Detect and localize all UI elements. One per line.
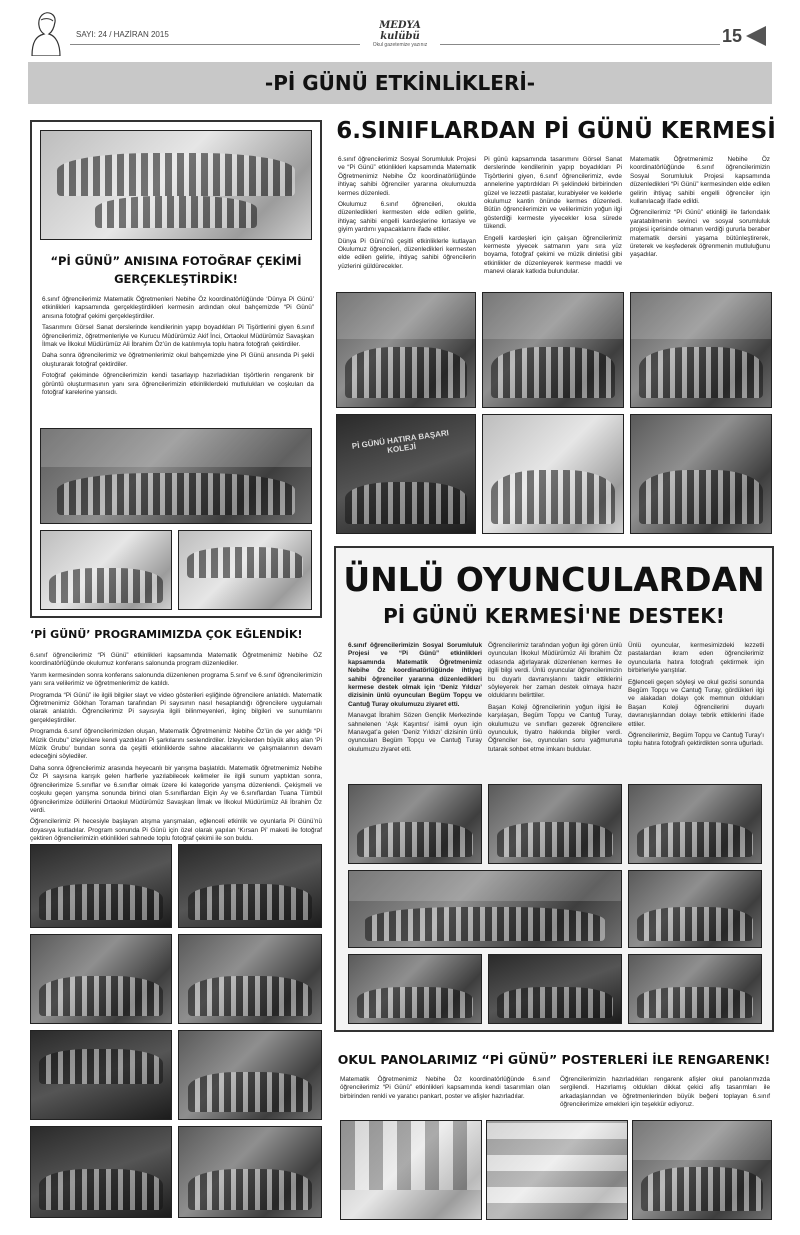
kermes-photo-6 xyxy=(630,414,772,534)
kermes-c2p1: Pi günü kapsamında tasarımını Görsel Sanat derslerinde kendilerinin yapıp boyadıkları Pi Tişörtlerini giyen, 6.sınıf öğrencilerimiz, evde annelerine yaptırdıkları Pi şeklindeki birbirinden güzel ve lezzetli pastalar, kurabiyeler ve keklerle okulumuz kantin önünde kermes düzenledi. Bütün öğrencilerimizin ve velilerimizin yoğun ilgi gösterdiği kermeste yiyecekler kısa sürede tükendi. xyxy=(484,156,622,231)
group-photo-main xyxy=(40,428,312,524)
media-club-logo xyxy=(358,20,442,50)
header-rule-left xyxy=(70,44,360,45)
program-title: ‘Pİ GÜNÜ’ PROGRAMIMIZDA ÇOK EĞLENDİK! xyxy=(30,628,303,641)
kermes-banner-text: Pİ GÜNÜ HATIRA BAŞARI KOLEJİ xyxy=(351,428,450,455)
program-p3: Programda “Pi Günü” ile ilgili bilgiler slayt ve video gösterileri eşliğinde öğrencilere anlatıldı. Matematik Öğretmenimiz Gökhan Toraman tarafından Pi sayısının nasıl hesaplandığı öğrencilere uygulamalı olarak anlatıldı. Öğrencilerimiz Pi sayısıyla ilgili bilinmeyenleri, ilginç bilgileri ve sunumlarını gerçekleştirdiler. xyxy=(30,691,322,724)
photo-shoot-body xyxy=(42,296,314,400)
kermes-photo-2 xyxy=(482,292,624,408)
actors-col-1 xyxy=(348,642,482,757)
pi-formation-photo xyxy=(40,130,312,240)
photo-shoot-p1: 6.sınıf öğrencilerimiz Matematik Öğretmenleri Nebihe Öz koordinatörlüğünde ‘Dünya Pi Günü’ etkinlikleri kapsamında gerçekleştirdikleri kermesin ardından okul bahçemizde “Pi Günü” anısına fotoğraf çekimi gerçekleştirdiler. xyxy=(42,296,314,320)
program-photo-4 xyxy=(178,934,322,1024)
kermes-title: 6.SINIFLARDAN Pİ GÜNÜ KERMESİ xyxy=(336,118,776,144)
kermes-c1p3: Dünya Pi Günü’nü çeşitli etkinliklerle kutlayan Okulumuz öğrencileri, düzenledikleri kermesten elde edilen gelirle, ihtiyaç sahibi öğrencilerin yüzlerini güldürecekler. xyxy=(338,237,476,270)
photo-shoot-article xyxy=(30,120,322,618)
program-photo-5 xyxy=(30,1030,172,1120)
program-photo-7 xyxy=(30,1126,172,1218)
kermes-col-3 xyxy=(630,156,770,263)
page-header xyxy=(0,0,800,60)
actors-photo-3 xyxy=(628,784,762,864)
kermes-c1p2: Okulumuz 6.sınıf öğrencileri, okulda düzenledikleri kermesten elde edilen gelirle, ihtiyaç sahibi engelli kardeşlerine kırtasiye ve giyim yardımı yapacaklarını ifade ettiler. xyxy=(338,201,476,234)
actors-photo-4 xyxy=(348,870,622,948)
poster-photo-1 xyxy=(340,1120,482,1220)
issue-label: SAYI: 24 / HAZİRAN 2015 xyxy=(76,30,169,39)
actors-photo-5 xyxy=(628,870,762,948)
kermes-c3p1: Matematik Öğretmenimiz Nebihe Öz koordinatörlüğünde 6.sınıf öğrencilerimizin Sosyal Sorumluluk Projesi kapsamında düzenledikleri “Pi Günü” kermesinden elde edilen gelirin ihtiyaç sahibi engelli öğrenciler için kullanılacağı ifade edildi. xyxy=(630,156,770,206)
program-photo-8 xyxy=(178,1126,322,1218)
actors-c2p1: Öğrencilerimiz tarafından yoğun ilgi gören ünlü oyuncuları İlkokul Müdürümüz Ali İbrahim Öz odasında ağırlayarak düzenlenen kermes ile ilgili bilgi verdi. Ünlü oyuncular öğrencilerimizin bu duyarlı davranışlarını takdir ettiklerini söyleyerek her zaman destek olmaya hazır olduklarını belirttiler. xyxy=(488,642,622,700)
header-rule-right xyxy=(440,44,720,45)
actors-photo-2 xyxy=(488,784,622,864)
poster-photo-2 xyxy=(486,1120,628,1220)
kermes-c3p2: Öğrencilerimiz “Pi Günü” etkinliği ile farkındalık yaratabilmenin sevinci ve sosyal sorumluluk projesi içerisinde olmanın verdiği gururla beraber matematik dersini yaşama bütünleştirerek, üreterek ve keşfederek öğrenmenin mutluluğunu yaşadılar. xyxy=(630,209,770,259)
kermes-photo-banner xyxy=(336,414,476,534)
actors-title-2: Pİ GÜNÜ KERMESİ'NE DESTEK! xyxy=(383,604,725,628)
actors-c3p3: Öğrencilerimiz, Begüm Topçu ve Cantuğ Turay’ı toplu hatıra fotoğrafı çektirdikten sonra uğurladı. xyxy=(628,732,764,748)
kermes-col-2 xyxy=(484,156,622,280)
actors-c1p1: 6.sınıf öğrencilerimizin Sosyal Sorumluluk Projesi ve “Pi Günü” etkinlikleri kapsamında Matematik Öğretmenimiz Nebihe Öz koordinatörlüğünde ihtiyaç sahibi öğrenciler yararına düzenledikleri kermese destek olmak için ‘Deniz Yıldızı’ dizisinin ünlü oyuncuları Begüm Topçu ve Cantuğ Turay okulumuzu ziyaret etti. xyxy=(348,642,482,708)
program-photo-6 xyxy=(178,1030,322,1120)
actors-c3p1: Ünlü oyuncular, kermesimizdeki lezzetli pastalardan ikram eden öğrencilerimiz oyuncularla hatıra fotoğrafı çektirmek için birbirleriyle yarıştılar. xyxy=(628,642,764,675)
photo-shoot-p3: Daha sonra öğrencilerimiz ve öğretmenlerimiz okul bahçemizde yine Pi Günü anısında Pi şekli oluşturarak fotoğraf çektirdiler. xyxy=(42,352,314,368)
posters-c1p1: Matematik Öğretmenimiz Nebihe Öz koordinatörlüğünde 6.sınıf öğrencilerimiz “Pi Günü” etkinlikleri kapsamında kendi tasarımları olan birbirinden renkli ve yaratıcı pankart, poster ve afişler hazırladılar. xyxy=(340,1076,550,1100)
group-photo-right xyxy=(178,530,312,610)
group-photo-left xyxy=(40,530,172,610)
actors-c3p2: Eğlenceli geçen söyleşi ve okul gezisi sonunda Begüm Topçu ve Cantuğ Turay, gördükleri ilgi ve alakadan dolayı çok memnun oldukları Başarı Koleji öğrencilerini duyarlı davranışlarından dolayı tebrik ettiklerini ifade ettiler. xyxy=(628,678,764,728)
kermes-c1p1: 6.sınıf öğrencilerimiz Sosyal Sorumluluk Projesi ve “Pi Günü” etkinlikleri kapsamında Matematik Öğretmenimiz Nebihe Öz koordinatörlüğünde ihtiyaç sahibi öğrenciler yararına okulumuzda kermes düzenledi. xyxy=(338,156,476,197)
actors-title-1: ÜNLÜ OYUNCULARDAN xyxy=(343,560,765,599)
section-banner-title: -Pİ GÜNÜ ETKİNLİKLERİ- xyxy=(264,71,536,95)
photo-shoot-p2: Tasarımını Görsel Sanat derslerinde kendilerinin yapıp boyadıkları Pi Tişörtlerini giyen 6.sınıf öğrencilerimiz, öğretmenleriyle ve Kurucu Müdürümüz Akif İnci, Ortaokul Müdürümüz Savaşkan İlmak ve İlkokul Müdürümüz Ali İbrahim Öz’ün de katılımıyla toplu hatıra fotoğrafı çektirdiler. xyxy=(42,324,314,349)
actors-photo-7 xyxy=(488,954,622,1024)
actors-photo-1 xyxy=(348,784,482,864)
program-photo-1 xyxy=(30,844,172,928)
program-photo-3 xyxy=(30,934,172,1024)
program-p4: Programda 6.sınıf öğrencilerimizden oluşan, Matematik Öğretmenimiz Nebihe Öz’ün de yer aldığı “Pi Müzik Grubu” izleyicilere kendi yazdıkları Pi şarkılarını seslendirdiler. İzleyicilerden büyük alkış alan ‘Pi Müzik Grubu’ bundan sonra da çeşitli etkinliklerde sahne alacaklarını ve çalışmalarının devam edeceğini söylediler. xyxy=(30,728,322,761)
program-p1: 6.sınıf öğrencilerimiz “Pi Günü” etkinlikleri kapsamında Matematik Öğretmenimiz Nebihe ÖZ koordinatörlüğünde okulumuz konferans salonunda program düzenlediler. xyxy=(30,652,322,668)
kermes-photo-1 xyxy=(336,292,476,408)
poster-photo-3 xyxy=(632,1120,772,1220)
photo-shoot-title-2: GERÇEKLEŞTİRDİK! xyxy=(114,272,238,286)
posters-col-1 xyxy=(340,1076,550,1104)
kermes-col-1 xyxy=(338,156,476,274)
kermes-photo-3 xyxy=(630,292,772,408)
page-number: 15 xyxy=(722,26,743,46)
actors-photo-6 xyxy=(348,954,482,1024)
logo-tagline: Okul gazetemize yazınız xyxy=(372,42,428,48)
section-banner xyxy=(28,62,772,104)
kermes-c2p2: Engelli kardeşleri için çalışan öğrencilerimiz kermeste yiyecek satmanın yanı sıra yüz boyama, fotoğraf çekimi ve müzik dinletisi gibi etkinlikler de düzenleyerek kermese maddi ve manevi olarak katkıda bulundular. xyxy=(484,234,622,276)
actors-c1p2: Manavgat İbrahim Sözen Gençlik Merkezinde sahnelenen ‘Aşk Kaşıntısı’ isimli oyun için Manavgat’a gelen ‘Deniz Yıldızı’ dizisinin ünlü oyuncuları Begüm Topçu ve Cantuğ Turay okulumuzu ziyaret etti. xyxy=(348,712,482,753)
actors-col-2 xyxy=(488,642,622,757)
actors-c2p2: Başarı Koleji öğrencilerinin yoğun ilgisi ile karşılaşan, Begüm Topçu ve Cantuğ Turay, okulumuzu ve sınıfları gezerek öğrencilere oyunculuk, tiyatro hakkında bilgiler verdi. Öğrenciler ise, oyuncuları soru yağmuruna tutarak sohbet etme imkanı buldular. xyxy=(488,703,622,753)
actors-photo-8 xyxy=(628,954,762,1024)
posters-c2p1: Öğrencilerimizin hazırladıkları rengarenk afişler okul panolarımızda sergilendi. Hazırlamış oldukları dikkat çekici afiş tasarımları ile arkadaşlarından ve öğretmenlerinden büyük beğeni toplayan 6.sınıf öğrencilerimize emekleri için teşekkür ediyoruz. xyxy=(560,1076,770,1109)
program-p5: Daha sonra öğrencilerimiz arasında heyecanlı bir yarışma başlatıldı. Matematik öğretmenimiz Nebihe Öz Pi sayısına karışık gelen harflerle yazılabilecek kelimeler ile ilgili sunum yaptıktan sonra, öğrencilerimize 5.sınıflar ve 6.sınıflar olmak üzere iki kategoride yarışma düzenlendi. Çekişmeli ve coşkulu geçen yarışma sonunda birinci olan 5.sınıflardan Elçin Ay ve 6.sınıflardan Tuana Tümbül öğrencilerimize ödüllerini Ortaokul Müdürümüz Savaşkan İlmak ve İlkokul Müdürümüz Ali İbrahim Öz verdi. xyxy=(30,764,322,814)
actors-article xyxy=(334,546,774,1032)
program-p2: Yarım kermesinden sonra konferans salonunda düzenlenen programa 5.sınıf ve 6.sınıf öğrencilerimizin yanı sıra velilerimiz ve öğretmenlerimiz de katıldı. xyxy=(30,671,322,688)
program-body xyxy=(30,652,322,847)
actors-col-3 xyxy=(628,642,764,752)
program-p6: Öğrencilerimiz Pi hecesiyle başlayan atışma yarışmaları, eğlenceli etkinlik ve oyunlarla Pi Günü’nü doyasıya kutladılar. Program sonunda Pi Günü için özel olarak yapılan ‘Kırsan Pi’ maketi ile fotoğraf çektiren öğrencilerimizin etkinlikleri sahnede toplu fotoğraf çekimi ile son buldu. xyxy=(30,818,322,843)
photo-shoot-title-1: “Pİ GÜNÜ” ANISINA FOTOĞRAF ÇEKİMİ xyxy=(50,254,302,268)
posters-title: OKUL PANOLARIMIZ “Pİ GÜNÜ” POSTERLERİ İLE RENGARENK! xyxy=(337,1052,771,1067)
posters-col-2 xyxy=(560,1076,770,1113)
program-photo-2 xyxy=(178,844,322,928)
logo-text: MEDYA kulübü xyxy=(379,20,421,42)
page-arrow-icon xyxy=(746,26,766,46)
photo-shoot-p4: Fotoğraf çekiminde öğrencilerimizin kendi tasarlayıp hazırladıkları tişörtlerin rengarenk bir görüntü oluşturmasının yanı sıra öğrencilerimizin etkinliklerdeki mutlulukları ve coşkuları da fotoğraf karelerine yansıdı. xyxy=(42,372,314,397)
ataturk-portrait xyxy=(24,6,64,56)
kermes-photo-5 xyxy=(482,414,624,534)
